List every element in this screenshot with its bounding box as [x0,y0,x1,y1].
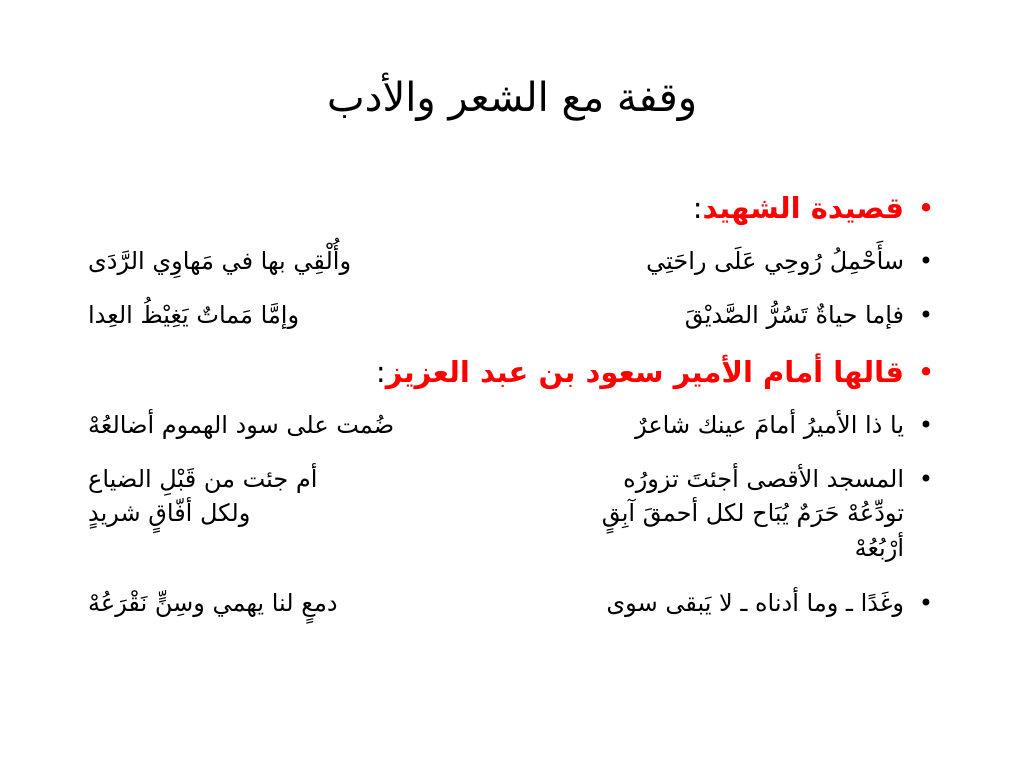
verse-first-hemistich: المسجد الأقصى أجئتَ تزورُه [623,465,904,493]
verse-second-hemistich: ولكل أفّاقٍ شريدٍ [88,499,251,527]
heading-colon: : [692,191,703,225]
verse-second-hemistich: وإمَّا مَماتٌ يَغِيْظُ العِدا [88,301,300,329]
verse-second-hemistich: ضُمت على سود الهموم أضالعُهْ [88,411,395,439]
verse-first-hemistich: يا ذا الأميرُ أمامَ عينك شاعرٌ [635,411,904,439]
verse-line [88,244,936,278]
bullet-icon: • [918,589,934,617]
verse-first-hemistich: سأَحْمِلُ رُوحِي عَلَى راحَتِي [646,247,904,275]
verse-second-hemistich: دمعٍ لنا يهمي وسِنٍّ نَقْرَعُهْ [88,589,338,617]
verse-line [88,408,936,442]
verse-first-hemistich: فإما حياةٌ تَسُرُّ الصَّديْقَ [684,301,904,329]
bullet-icon: • [918,247,934,275]
verse-line-multi [88,462,936,566]
verse-first-hemistich: وغَدًا ـ وما أدناه ـ لا يَبقى سوى [606,589,904,617]
bullet-icon: • [918,465,934,493]
slide-title: وقفة مع الشعر والأدب [326,75,698,121]
verse-second-hemistich: أم جئت من قَبْلِ الضياع [88,465,318,493]
heading-label: قالها أمام الأمير سعود بن عبد العزيز [385,355,904,389]
bullet-icon: • [917,191,935,225]
bullet-icon: • [918,301,934,329]
section-heading-2 [88,352,936,392]
bullet-icon: • [917,355,935,389]
section-heading-1 [88,188,936,228]
heading-label: قصيدة الشهيد [702,191,904,225]
verse-first-hemistich: تودِّعُهْ حَرَمٌ يُبَاح لكل أحمقَ آبِقٍ [601,499,904,527]
verse-second-hemistich: وأُلْقِي بها في مَهاوِي الرَّدَى [88,247,352,275]
bullet-list [88,188,936,640]
verse-line [88,298,936,332]
verse-line [88,586,936,620]
heading-colon: : [375,355,386,389]
bullet-icon: • [918,411,934,439]
verse-continuation: أرْبُعُهْ [854,534,904,562]
